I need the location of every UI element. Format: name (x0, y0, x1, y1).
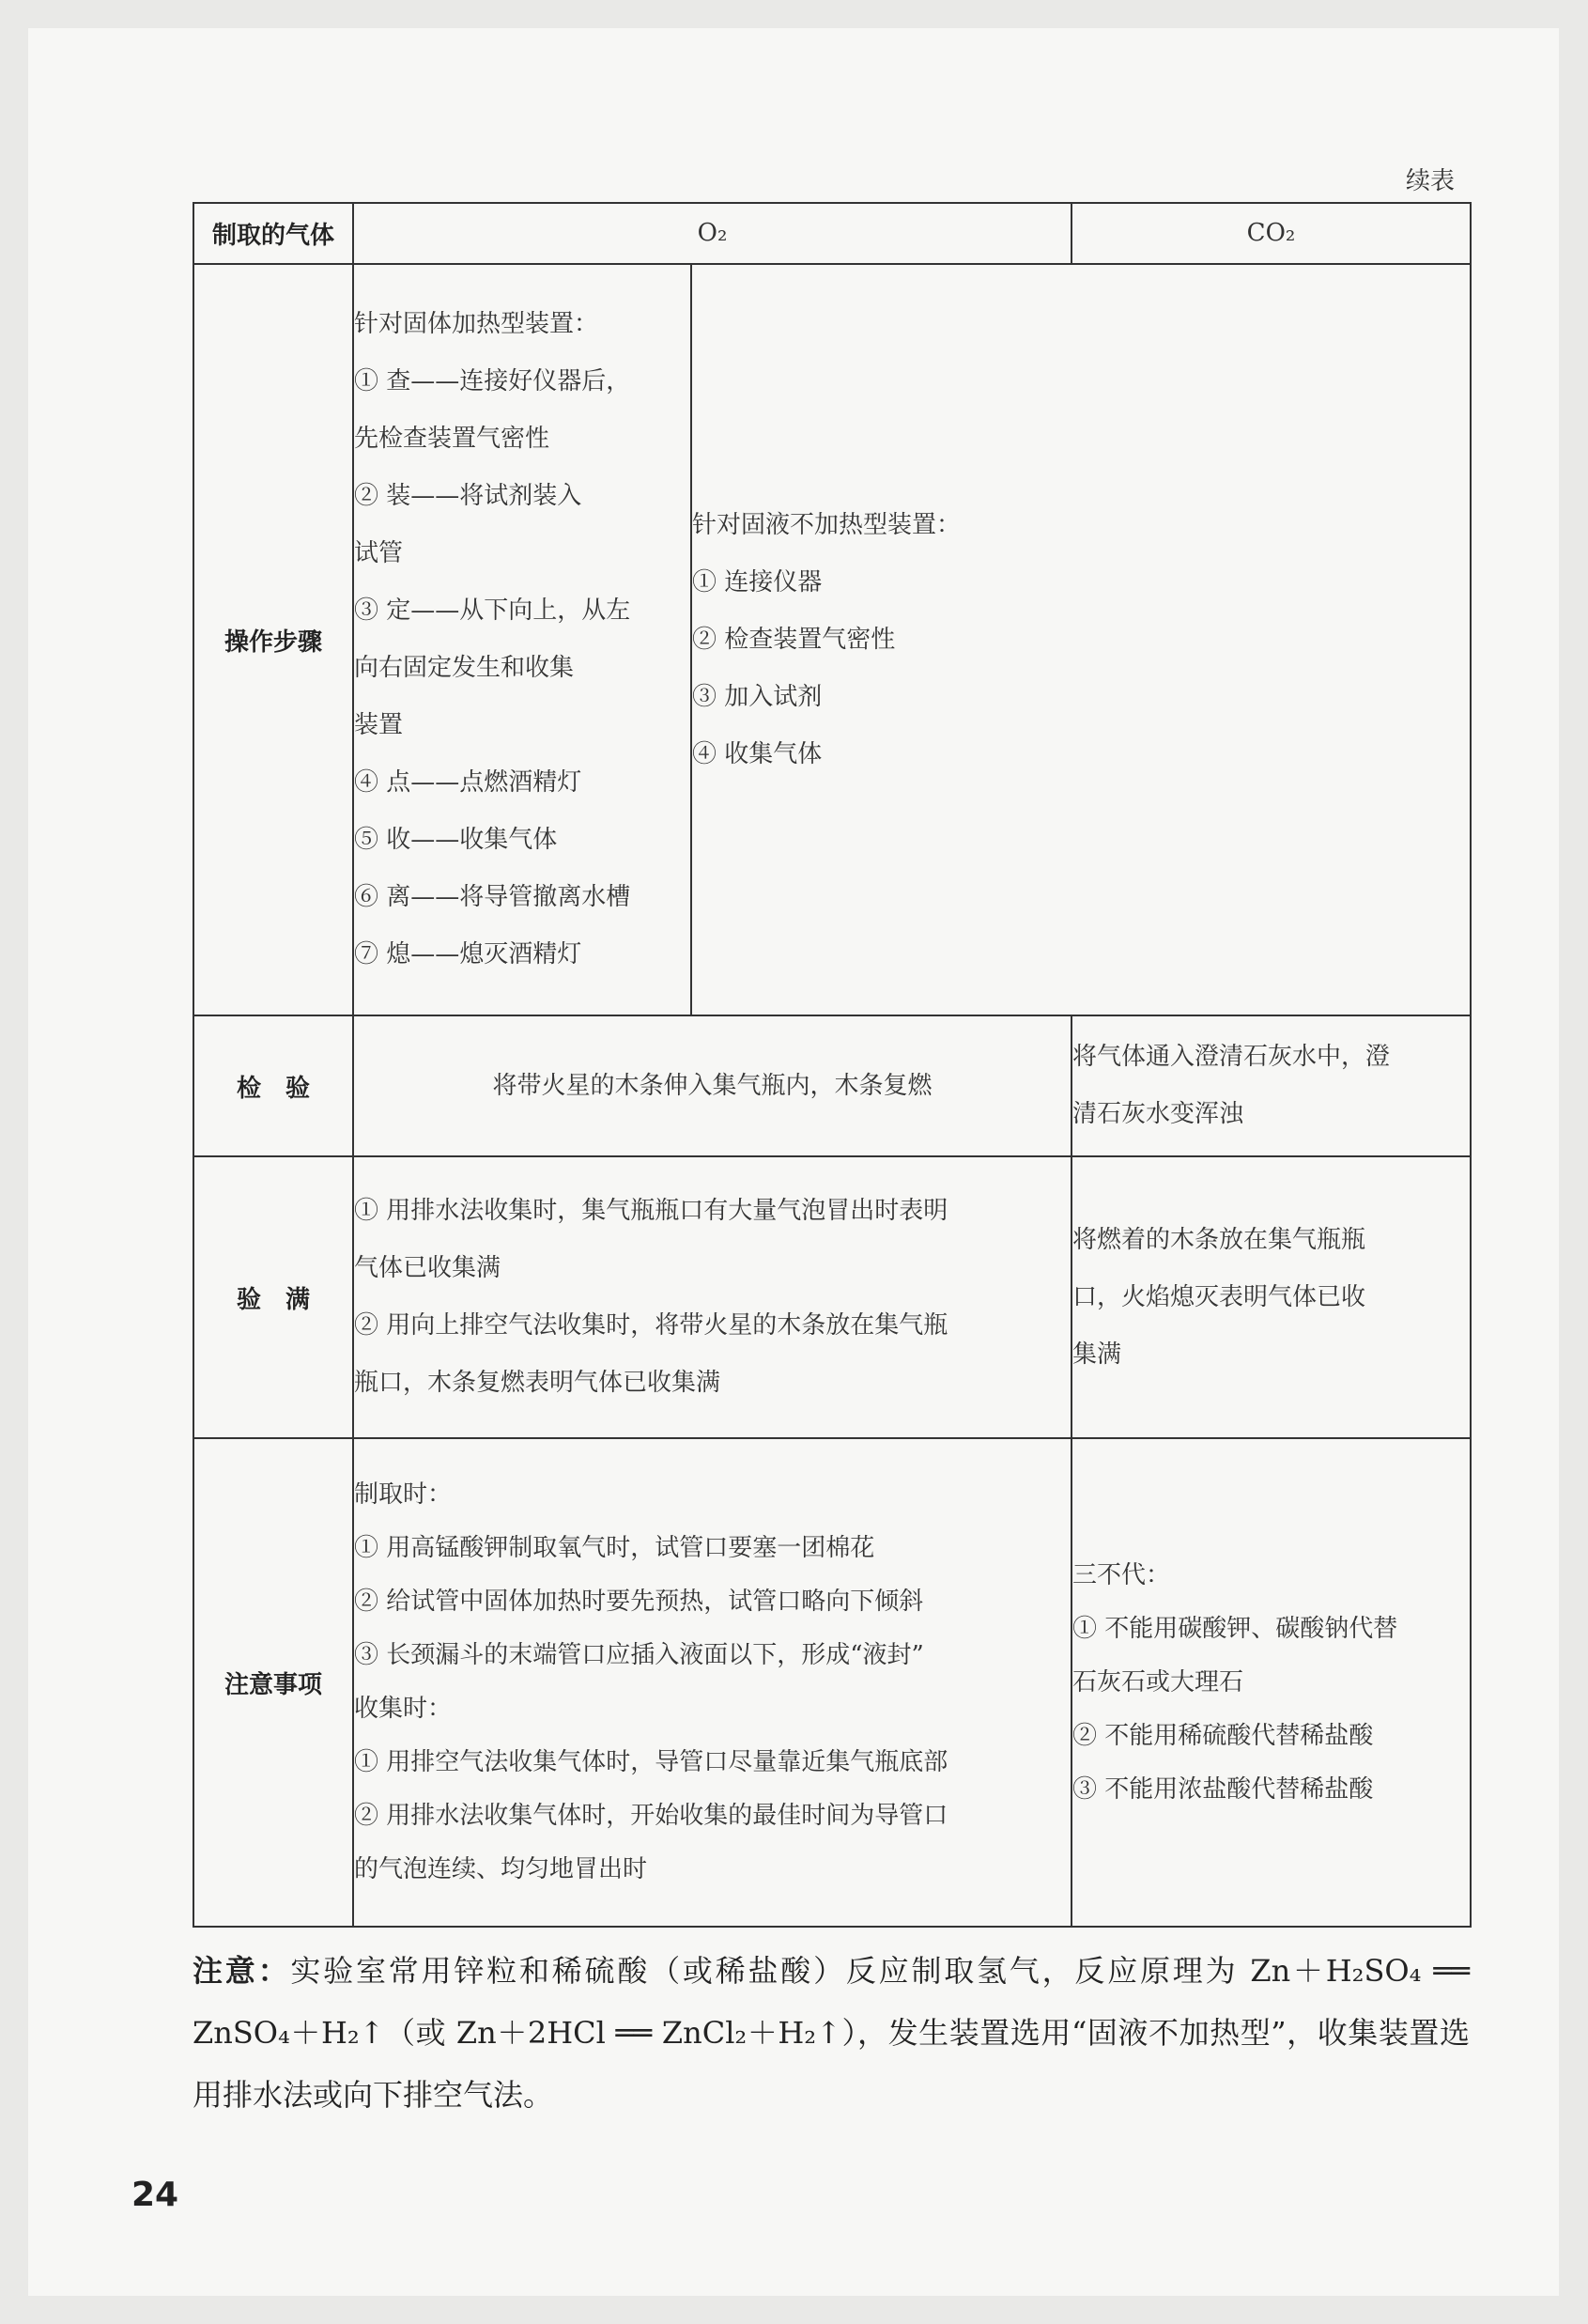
list-item: 针对固体加热型装置： (354, 310, 599, 338)
list-item: ⑤ 收——收集气体 (354, 826, 558, 854)
list-item: ③ 加入试剂 (692, 682, 823, 711)
list-item: ⑥ 离——将导管撤离水槽 (354, 883, 631, 911)
note-paragraph (193, 1940, 1470, 2126)
list-item: ① 不能用碳酸钾、碳酸钠代替 (1072, 1614, 1398, 1643)
full-o2 (353, 1156, 1072, 1438)
test-o2: 将带火星的木条伸入集气瓶内，木条复燃 (353, 1015, 1072, 1156)
list-item: ② 检查装置气密性 (692, 625, 896, 654)
list-item: 装置 (354, 711, 404, 739)
list-item: 三不代： (1072, 1560, 1171, 1589)
list-item: ② 用排水法收集气体时，开始收集的最佳时间为导管口 (354, 1802, 948, 1830)
list-item: ② 不能用稀硫酸代替稀盐酸 (1072, 1721, 1374, 1750)
list-item: 的气泡连续、均匀地冒出时 (354, 1855, 648, 1883)
list-item: 集满 (1072, 1340, 1122, 1369)
list-item: ② 装——将试剂装入 (354, 482, 582, 510)
list-item: ① 连接仪器 (692, 567, 823, 596)
table-row-header (193, 203, 1471, 264)
note-text: 实验室常用锌粒和稀硫酸（或稀盐酸）反应制取氢气，反应原理为 Zn＋H₂SO₄ ══ ZnSO₄＋H₂↑（或 Zn＋2HCl ══ ZnCl₂＋H₂↑），发生装置选用“固液不加热型”，收集装置选用排水法或向下排空气法。 (193, 1953, 1470, 2113)
steps-solid-liquid (691, 264, 1471, 1015)
list-item: 口，火焰熄灭表明气体已收 (1072, 1282, 1366, 1311)
list-item: 将气体通入澄清石灰水中，澄 (1072, 1043, 1391, 1071)
list-item: 针对固液不加热型装置： (692, 510, 962, 539)
list-item: ② 用向上排空气法收集时，将带火星的木条放在集气瓶 (354, 1311, 948, 1340)
steps-solid-heating (353, 264, 691, 1015)
header-gas-label: 制取的气体 (193, 203, 353, 264)
list-item: ① 查——连接好仪器后， (354, 367, 631, 395)
table-row-notes (193, 1438, 1471, 1927)
note-label: 注意： (193, 1953, 291, 1989)
steps-label: 操作步骤 (193, 264, 353, 1015)
gas-preparation-table (193, 202, 1472, 1928)
notes-co2 (1072, 1438, 1471, 1927)
list-item: ③ 不能用浓盐酸代替稀盐酸 (1072, 1774, 1374, 1804)
list-item: ① 用排水法收集时，集气瓶瓶口有大量气泡冒出时表明 (354, 1197, 948, 1225)
test-co2 (1072, 1015, 1471, 1156)
full-label: 验 满 (193, 1156, 353, 1438)
list-item: 收集时： (354, 1695, 453, 1723)
list-item: ② 给试管中固体加热时要先预热，试管口略向下倾斜 (354, 1588, 924, 1616)
list-item: 瓶口，木条复燃表明气体已收集满 (354, 1369, 721, 1397)
notes-o2 (353, 1438, 1072, 1927)
table-row-steps (193, 264, 1471, 1015)
list-item: 制取时： (354, 1480, 453, 1509)
header-co2: CO₂ (1072, 203, 1471, 264)
page-number: 24 (131, 2176, 179, 2214)
header-o2: O₂ (353, 203, 1072, 264)
list-item: 清石灰水变浑浊 (1072, 1100, 1244, 1128)
list-item: ③ 定——从下向上，从左 (354, 596, 631, 625)
list-item: 向右固定发生和收集 (354, 654, 575, 682)
list-item: ① 用高锰酸钾制取氧气时，试管口要塞一团棉花 (354, 1534, 875, 1562)
list-item: 石灰石或大理石 (1072, 1667, 1244, 1697)
table-row-test (193, 1015, 1471, 1156)
list-item: 先检查装置气密性 (354, 425, 550, 453)
full-co2 (1072, 1156, 1471, 1438)
list-item: 气体已收集满 (354, 1254, 501, 1282)
list-item: ④ 点——点燃酒精灯 (354, 768, 582, 797)
test-label: 检 验 (193, 1015, 353, 1156)
list-item: ⑦ 熄——熄灭酒精灯 (354, 940, 582, 968)
list-item: ① 用排空气法收集气体时，导管口尽量靠近集气瓶底部 (354, 1748, 948, 1776)
list-item: ③ 长颈漏斗的末端管口应插入液面以下，形成“液封” (354, 1641, 924, 1669)
table-row-full (193, 1156, 1471, 1438)
list-item: 将燃着的木条放在集气瓶瓶 (1072, 1225, 1366, 1254)
notes-label: 注意事项 (193, 1438, 353, 1927)
list-item: ④ 收集气体 (692, 739, 823, 768)
continued-label: 续表 (1406, 167, 1456, 195)
list-item: 试管 (354, 539, 404, 567)
